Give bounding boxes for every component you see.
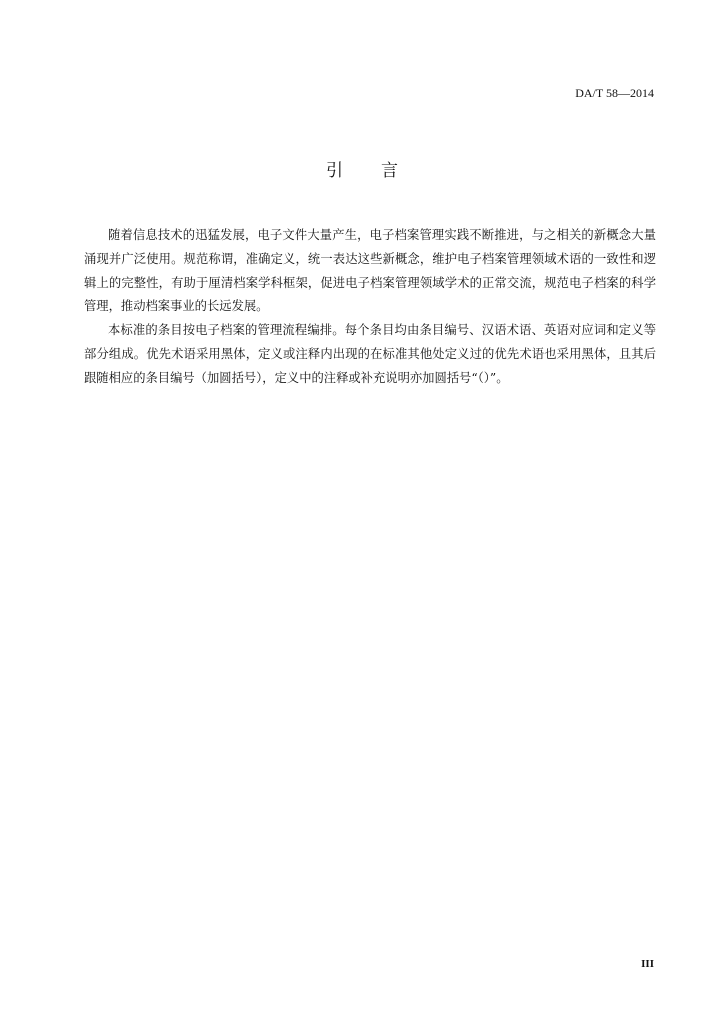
standard-code: DA/T 58—2014 <box>575 86 654 100</box>
page-title: 引言 <box>326 161 436 181</box>
body-text <box>84 224 656 391</box>
paragraph-1: 随着信息技术的迅猛发展，电子文件大量产生，电子档案管理实践不断推进，与之相关的新概念大量涌现并广泛使用。规范称谓，准确定义，统一表达这些新概念，维护电子档案管理领域术语的一致性和逻辑上的完整性，有助于厘清档案学科框架，促进电子档案管理领域学术的正常交流，规范电子档案的科学管理，推动档案事业的长远发展。 <box>84 228 656 314</box>
page-number: III <box>641 958 654 970</box>
paragraph-2: 本标准的条目按电子档案的管理流程编排。每个条目均由条目编号、汉语术语、英语对应词和定义等部分组成。优先术语采用黑体，定义或注释内出现的在标准其他处定义过的优先术语也采用黑体，且其后跟随相应的条目编号（加圆括号），定义中的注释或补充说明亦加圆括号“（）”。 <box>84 323 656 385</box>
